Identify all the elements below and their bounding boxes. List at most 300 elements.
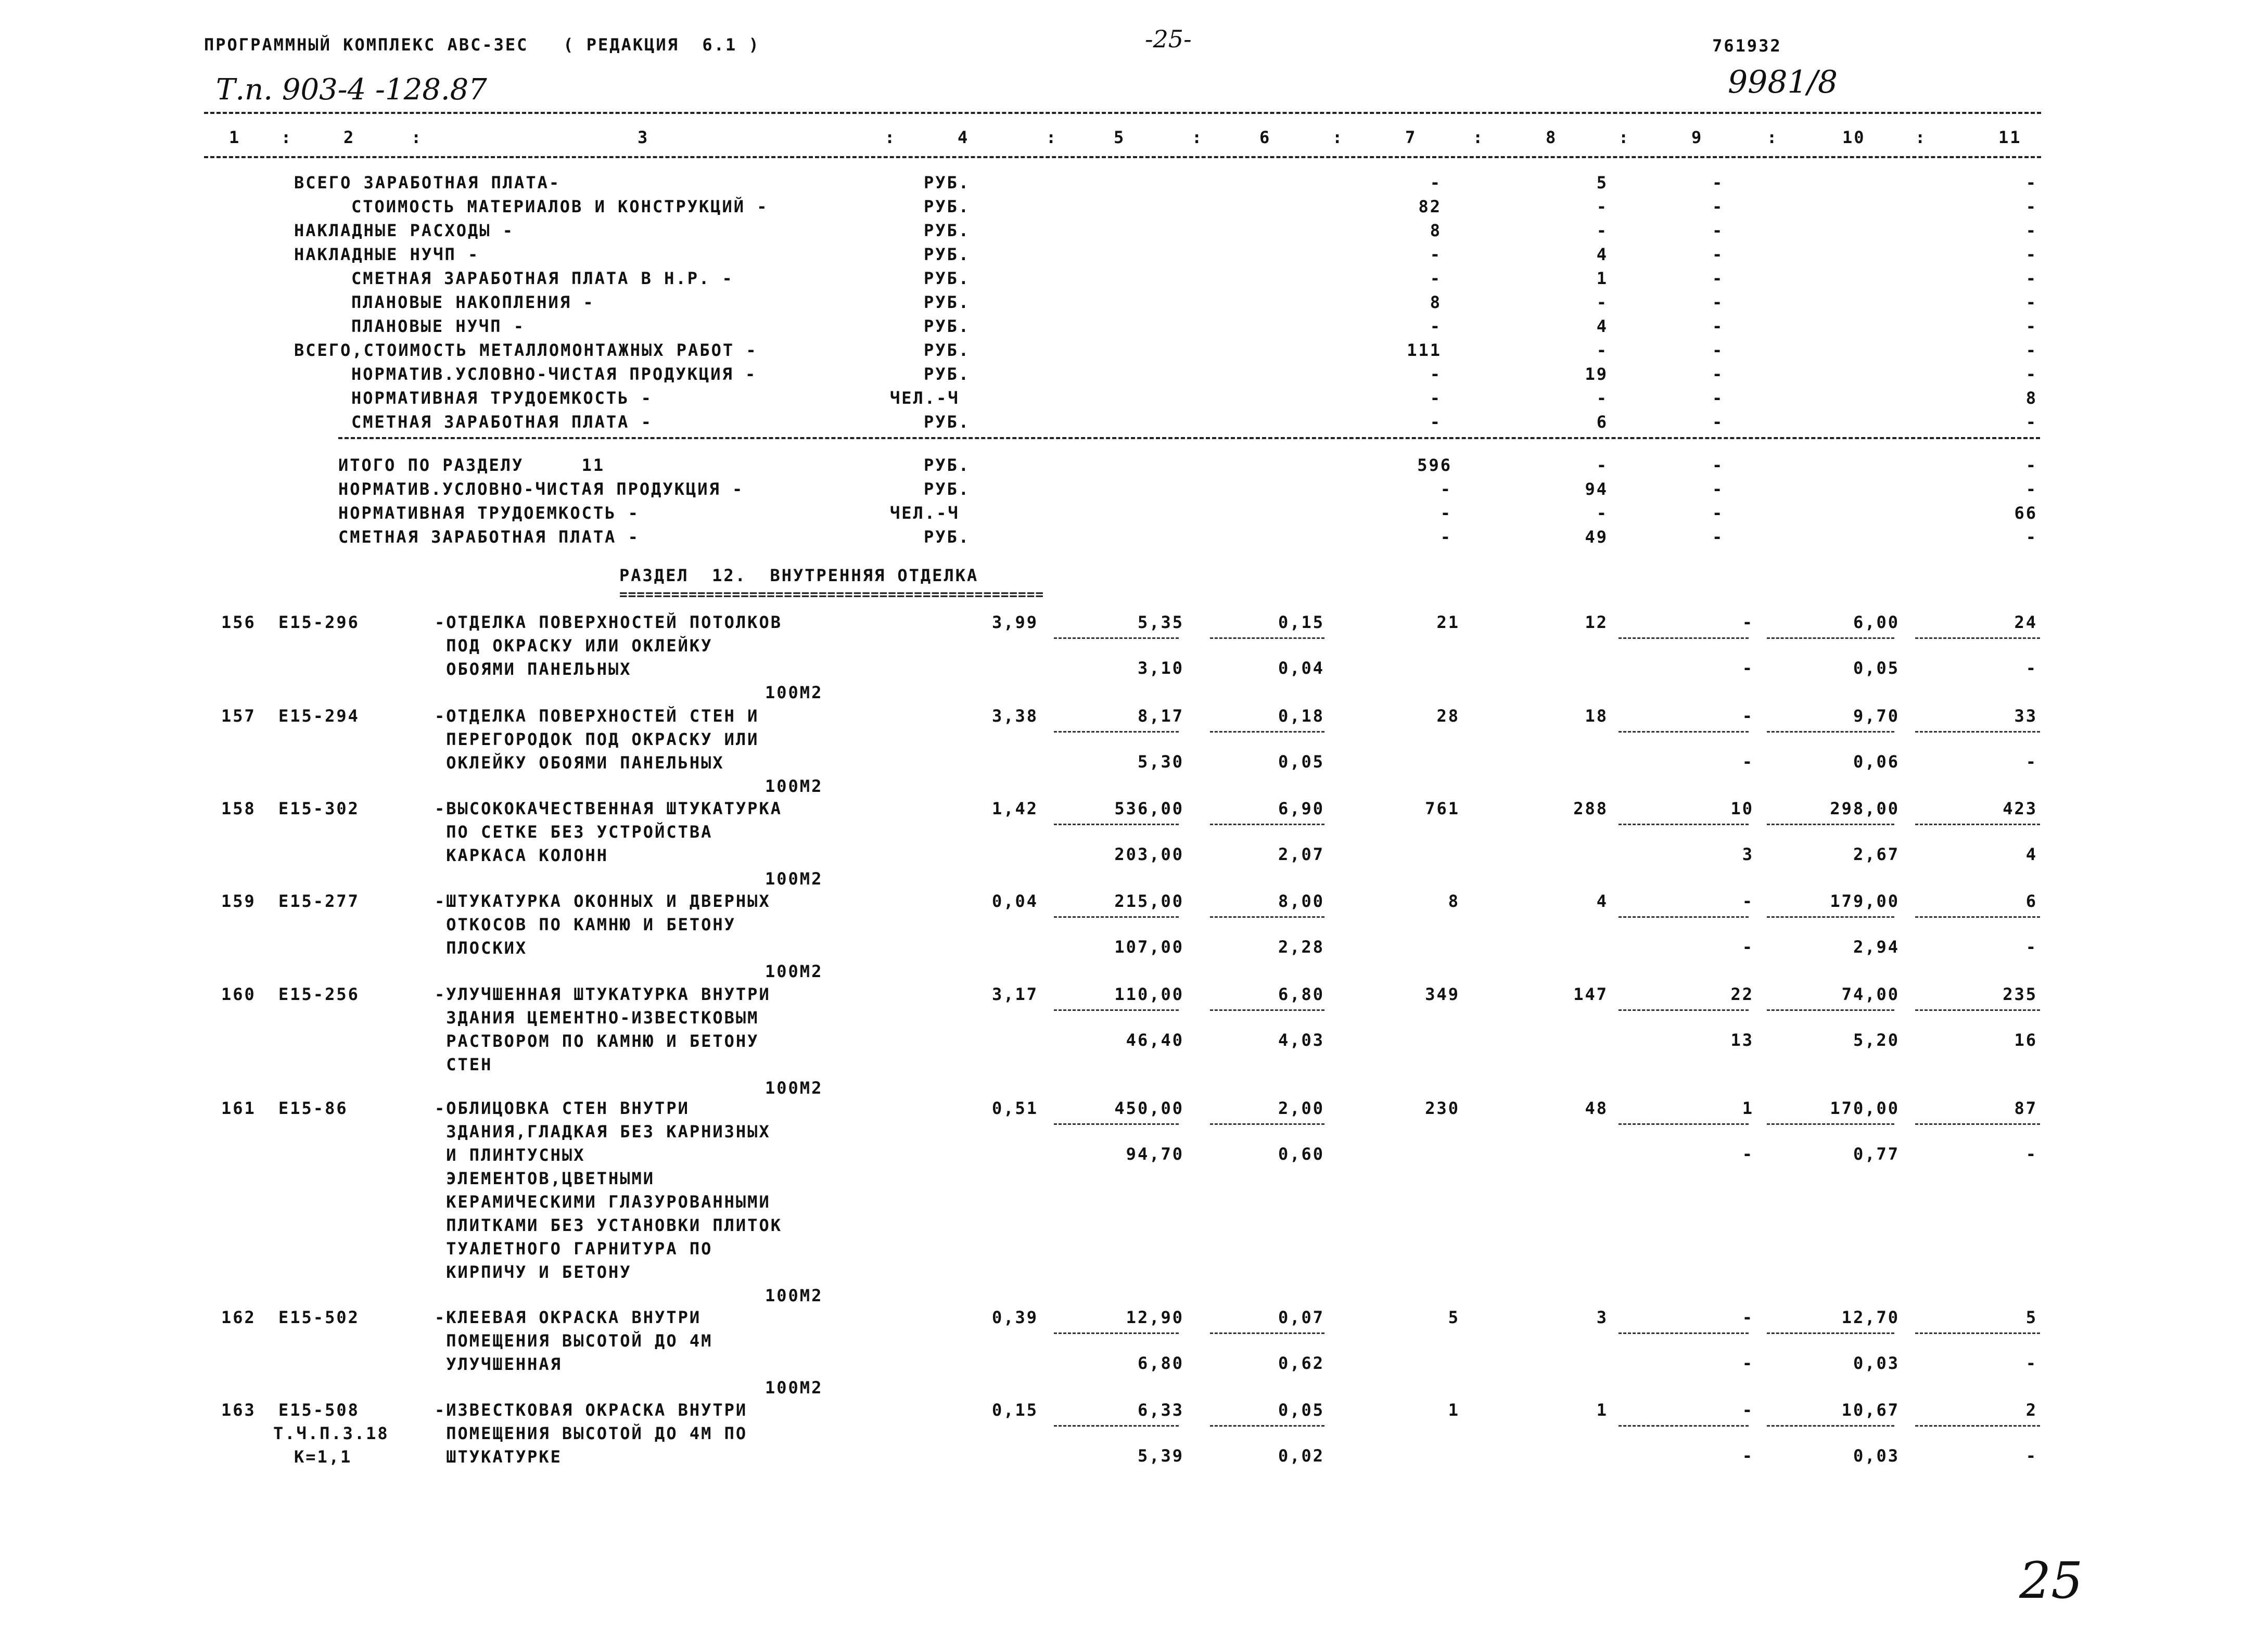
summary-label: СМЕТНАЯ ЗАРАБОТНАЯ ПЛАТА В Н.Р. - bbox=[351, 268, 734, 288]
summary-col9: - bbox=[1712, 197, 1724, 216]
sub-rule-col6 bbox=[1210, 1332, 1324, 1334]
item-total-wages: 147 bbox=[1573, 984, 1608, 1004]
item-col11: 423 bbox=[2003, 799, 2037, 818]
summary-col8: 4 bbox=[1596, 245, 1608, 264]
item-col9-lower: - bbox=[1742, 658, 1754, 678]
summary-col9: - bbox=[1712, 221, 1724, 240]
item-total-wages: 12 bbox=[1585, 612, 1608, 632]
item-quantity: 3,99 bbox=[991, 612, 1038, 632]
summary-col11: - bbox=[2025, 268, 2037, 288]
sub-rule-col5 bbox=[1054, 1009, 1179, 1011]
item-col10: 74,00 bbox=[1841, 984, 1900, 1004]
summary-col11: - bbox=[2025, 221, 2037, 240]
item-col9: 10 bbox=[1730, 799, 1754, 818]
summary-unit: ЧЕЛ.-Ч bbox=[890, 388, 960, 408]
total-col9: - bbox=[1712, 503, 1724, 523]
item-description: ПЛИТКАМИ БЕЗ УСТАНОВКИ ПЛИТОК bbox=[435, 1215, 782, 1235]
column-separator: : bbox=[1332, 127, 1344, 147]
item-number: 157 bbox=[221, 706, 256, 726]
item-unit-wages: 6,80 bbox=[1278, 984, 1324, 1004]
summary-col8: - bbox=[1596, 340, 1608, 360]
item-unit-cost: 536,00 bbox=[1114, 799, 1184, 818]
total-col7: - bbox=[1440, 527, 1452, 547]
item-unit-machine-wages: 0,02 bbox=[1278, 1446, 1324, 1466]
summary-label: ВСЕГО ЗАРАБОТНАЯ ПЛАТА- bbox=[294, 173, 561, 193]
summary-col11: - bbox=[2025, 245, 2037, 264]
item-total-cost: 5 bbox=[1448, 1307, 1460, 1327]
sub-rule-col10 bbox=[1767, 916, 1894, 918]
summary-label: НАКЛАДНЫЕ НУЧП - bbox=[294, 245, 480, 264]
summary-col9: - bbox=[1712, 268, 1724, 288]
item-number: 161 bbox=[221, 1098, 256, 1118]
summary-unit: РУБ. bbox=[924, 316, 971, 336]
summary-unit: РУБ. bbox=[924, 364, 971, 384]
item-unit-machine: 203,00 bbox=[1114, 844, 1184, 864]
sub-rule-col10 bbox=[1767, 1123, 1894, 1125]
item-quantity: 0,51 bbox=[991, 1098, 1038, 1118]
item-description: ПО СЕТКЕ БЕЗ УСТРОЙСТВА bbox=[435, 822, 713, 842]
item-total-wages: 4 bbox=[1596, 891, 1608, 911]
summary-label: ВСЕГО,СТОИМОСТЬ МЕТАЛЛОМОНТАЖНЫХ РАБОТ - bbox=[294, 340, 758, 360]
item-col11-lower: 4 bbox=[2025, 844, 2037, 864]
item-quantity: 1,42 bbox=[991, 799, 1038, 818]
total-col7: 596 bbox=[1417, 455, 1452, 475]
sub-rule-col11 bbox=[1915, 1425, 2040, 1427]
summary-col8: - bbox=[1596, 221, 1608, 240]
total-col8: - bbox=[1596, 455, 1608, 475]
summary-col7: - bbox=[1430, 268, 1442, 288]
item-unit: 100М2 bbox=[765, 1078, 823, 1098]
item-quantity: 3,38 bbox=[991, 706, 1038, 726]
item-col11: 5 bbox=[2025, 1307, 2037, 1327]
item-col11-lower: - bbox=[2025, 1144, 2037, 1164]
item-col9: 1 bbox=[1742, 1098, 1754, 1118]
sub-rule-col6 bbox=[1210, 731, 1324, 733]
summary-col7: - bbox=[1430, 173, 1442, 193]
item-description: ЭЛЕМЕНТОВ,ЦВЕТНЫМИ bbox=[435, 1169, 655, 1188]
item-col10-lower: 2,67 bbox=[1853, 844, 1900, 864]
column-separator: : bbox=[281, 127, 293, 147]
item-unit-wages: 0,15 bbox=[1278, 612, 1324, 632]
handwritten-page-mark: 25 bbox=[2019, 1552, 2083, 1610]
item-total-wages: 18 bbox=[1585, 706, 1608, 726]
item-unit-cost: 450,00 bbox=[1114, 1098, 1184, 1118]
item-col11: 33 bbox=[2014, 706, 2037, 726]
item-unit-machine: 5,39 bbox=[1137, 1446, 1184, 1466]
item-unit-machine-wages: 2,07 bbox=[1278, 844, 1324, 864]
item-description: КЕРАМИЧЕСКИМИ ГЛАЗУРОВАННЫМИ bbox=[435, 1192, 771, 1212]
item-code-note: Т.Ч.П.3.18 bbox=[273, 1424, 389, 1443]
summary-col11: - bbox=[2025, 173, 2037, 193]
summary-label: НОРМАТИВ.УСЛОВНО-ЧИСТАЯ ПРОДУКЦИЯ - bbox=[351, 364, 757, 384]
column-separator: : bbox=[1192, 127, 1204, 147]
item-col11-lower: - bbox=[2025, 1353, 2037, 1373]
item-unit-cost: 12,90 bbox=[1126, 1307, 1184, 1327]
item-col9-lower: - bbox=[1742, 1353, 1754, 1373]
item-col10-lower: 5,20 bbox=[1853, 1030, 1900, 1050]
item-unit: 100М2 bbox=[765, 869, 823, 889]
summary-col7: 111 bbox=[1407, 340, 1442, 360]
item-total-cost: 21 bbox=[1436, 612, 1460, 632]
item-total-wages: 1 bbox=[1596, 1400, 1608, 1420]
item-unit-cost: 215,00 bbox=[1114, 891, 1184, 911]
sub-rule-col6 bbox=[1210, 1009, 1324, 1011]
summary-unit: РУБ. bbox=[924, 197, 971, 216]
item-description: ПОД ОКРАСКУ ИЛИ ОКЛЕЙКУ bbox=[435, 636, 713, 656]
item-unit-cost: 6,33 bbox=[1137, 1400, 1184, 1420]
item-code: Е15-256 bbox=[278, 984, 360, 1004]
summary-col9: - bbox=[1712, 316, 1724, 336]
sub-rule-col5 bbox=[1054, 916, 1179, 918]
summary-col7: - bbox=[1430, 316, 1442, 336]
total-col11: - bbox=[2025, 527, 2037, 547]
summary-unit: РУБ. bbox=[924, 245, 971, 264]
summary-col11: - bbox=[2025, 340, 2037, 360]
item-col11-lower: - bbox=[2025, 658, 2037, 678]
item-col9: - bbox=[1742, 1400, 1754, 1420]
sub-rule-col9 bbox=[1619, 1123, 1749, 1125]
project-ref: Т.п. 903-4 -128.87 bbox=[216, 73, 487, 107]
sub-rule-col5 bbox=[1054, 1332, 1179, 1334]
item-code: Е15-86 bbox=[278, 1098, 348, 1118]
item-col9: - bbox=[1742, 706, 1754, 726]
sub-rule-col6 bbox=[1210, 1123, 1324, 1125]
total-col8: 94 bbox=[1585, 479, 1608, 499]
sub-rule-col10 bbox=[1767, 731, 1894, 733]
item-col9-lower: 3 bbox=[1742, 844, 1754, 864]
item-total-cost: 761 bbox=[1425, 799, 1460, 818]
total-col9: - bbox=[1712, 527, 1724, 547]
summary-label: НОРМАТИВНАЯ ТРУДОЕМКОСТЬ - bbox=[351, 388, 653, 408]
item-description: ПОМЕЩЕНИЯ ВЫСОТОЙ ДО 4М bbox=[435, 1331, 713, 1351]
column-header-6: 6 bbox=[1259, 127, 1271, 147]
item-description: ЗДАНИЯ ЦЕМЕНТНО-ИЗВЕСТКОВЫМ bbox=[435, 1008, 759, 1028]
item-unit: 100М2 bbox=[765, 1286, 823, 1305]
sub-rule-col6 bbox=[1210, 824, 1324, 825]
item-unit-wages: 6,90 bbox=[1278, 799, 1324, 818]
column-header-4: 4 bbox=[958, 127, 970, 147]
item-col9: - bbox=[1742, 891, 1754, 911]
item-quantity: 0,39 bbox=[991, 1307, 1038, 1327]
sub-rule-col11 bbox=[1915, 731, 2040, 733]
sub-rule-col9 bbox=[1619, 824, 1749, 825]
item-unit-machine: 94,70 bbox=[1126, 1144, 1184, 1164]
sub-rule-col6 bbox=[1210, 637, 1324, 639]
page-number: -25- bbox=[1145, 25, 1192, 53]
total-col8: 49 bbox=[1585, 527, 1608, 547]
column-header-8: 8 bbox=[1546, 127, 1558, 147]
summary-col9: - bbox=[1712, 388, 1724, 408]
item-col10: 12,70 bbox=[1841, 1307, 1900, 1327]
column-header-7: 7 bbox=[1405, 127, 1417, 147]
item-total-cost: 1 bbox=[1448, 1400, 1460, 1420]
sub-rule-col9 bbox=[1619, 1009, 1749, 1011]
item-total-cost: 8 bbox=[1448, 891, 1460, 911]
summary-col8: 4 bbox=[1596, 316, 1608, 336]
total-col8: - bbox=[1596, 503, 1608, 523]
summary-col11: - bbox=[2025, 197, 2037, 216]
item-col10: 9,70 bbox=[1853, 706, 1900, 726]
sub-rule-col11 bbox=[1915, 1009, 2040, 1011]
item-unit-cost: 8,17 bbox=[1137, 706, 1184, 726]
item-total-cost: 230 bbox=[1425, 1098, 1460, 1118]
item-col11: 235 bbox=[2003, 984, 2037, 1004]
summary-col8: - bbox=[1596, 197, 1608, 216]
item-code-note: К=1,1 bbox=[294, 1447, 352, 1467]
column-header-10: 10 bbox=[1842, 127, 1866, 147]
summary-col9: - bbox=[1712, 245, 1724, 264]
inventory-number: 9981/8 bbox=[1728, 64, 1838, 100]
item-col11: 6 bbox=[2025, 891, 2037, 911]
item-code: Е15-302 bbox=[278, 799, 360, 818]
sub-rule-col11 bbox=[1915, 1123, 2040, 1125]
summary-divider bbox=[338, 437, 2040, 439]
summary-col7: - bbox=[1430, 412, 1442, 432]
sub-rule-col10 bbox=[1767, 637, 1894, 639]
summary-col7: 8 bbox=[1430, 292, 1442, 312]
column-separator: : bbox=[1046, 127, 1058, 147]
header-rule-bottom bbox=[204, 156, 2041, 158]
item-unit: 100М2 bbox=[765, 961, 823, 981]
item-code: Е15-277 bbox=[278, 891, 360, 911]
column-separator: : bbox=[1473, 127, 1485, 147]
item-col11: 87 bbox=[2014, 1098, 2037, 1118]
summary-col9: - bbox=[1712, 173, 1724, 193]
item-description: -ОТДЕЛКА ПОВЕРХНОСТЕЙ СТЕН И bbox=[435, 706, 759, 726]
item-col11: 24 bbox=[2014, 612, 2037, 632]
column-separator: : bbox=[1767, 127, 1779, 147]
item-total-cost: 349 bbox=[1425, 984, 1460, 1004]
item-col10-lower: 0,03 bbox=[1853, 1446, 1900, 1466]
sub-rule-col9 bbox=[1619, 1425, 1749, 1427]
sub-rule-col9 bbox=[1619, 1332, 1749, 1334]
item-unit-wages: 2,00 bbox=[1278, 1098, 1324, 1118]
item-code: Е15-294 bbox=[278, 706, 360, 726]
sub-rule-col6 bbox=[1210, 1425, 1324, 1427]
item-col11: 2 bbox=[2025, 1400, 2037, 1420]
item-col10: 10,67 bbox=[1841, 1400, 1900, 1420]
item-number: 159 bbox=[221, 891, 256, 911]
item-description: СТЕН bbox=[435, 1055, 493, 1074]
summary-col8: 1 bbox=[1596, 268, 1608, 288]
item-number: 162 bbox=[221, 1307, 256, 1327]
item-col9: 22 bbox=[1730, 984, 1754, 1004]
column-separator: : bbox=[411, 127, 423, 147]
item-unit-machine-wages: 2,28 bbox=[1278, 937, 1324, 957]
item-description: ШТУКАТУРКЕ bbox=[435, 1447, 562, 1467]
item-unit-cost: 110,00 bbox=[1114, 984, 1184, 1004]
item-description: -ИЗВЕСТКОВАЯ ОКРАСКА ВНУТРИ bbox=[435, 1400, 748, 1420]
item-number: 158 bbox=[221, 799, 256, 818]
summary-label: НАКЛАДНЫЕ РАСХОДЫ - bbox=[294, 221, 515, 240]
summary-col8: 19 bbox=[1585, 364, 1608, 384]
item-unit-machine: 107,00 bbox=[1114, 937, 1184, 957]
total-col9: - bbox=[1712, 479, 1724, 499]
summary-col7: - bbox=[1430, 364, 1442, 384]
summary-col11: - bbox=[2025, 412, 2037, 432]
doc-code: 761932 bbox=[1712, 36, 1782, 56]
summary-col8: 6 bbox=[1596, 412, 1608, 432]
total-label: НОРМАТИВНАЯ ТРУДОЕМКОСТЬ - bbox=[338, 503, 640, 523]
total-col7: - bbox=[1440, 479, 1452, 499]
summary-col7: - bbox=[1430, 388, 1442, 408]
sub-rule-col6 bbox=[1210, 916, 1324, 918]
item-description: И ПЛИНТУСНЫХ bbox=[435, 1145, 585, 1165]
item-quantity: 3,17 bbox=[991, 984, 1038, 1004]
sub-rule-col9 bbox=[1619, 637, 1749, 639]
item-unit-wages: 0,05 bbox=[1278, 1400, 1324, 1420]
total-label: НОРМАТИВ.УСЛОВНО-ЧИСТАЯ ПРОДУКЦИЯ - bbox=[338, 479, 744, 499]
item-unit-machine-wages: 0,04 bbox=[1278, 658, 1324, 678]
item-description: ТУАЛЕТНОГО ГАРНИТУРА ПО bbox=[435, 1239, 713, 1259]
sub-rule-col5 bbox=[1054, 824, 1179, 825]
item-unit-wages: 8,00 bbox=[1278, 891, 1324, 911]
item-unit-machine: 5,30 bbox=[1137, 752, 1184, 772]
item-total-wages: 288 bbox=[1573, 799, 1608, 818]
summary-label: СТОИМОСТЬ МАТЕРИАЛОВ И КОНСТРУКЦИЙ - bbox=[351, 197, 769, 216]
item-number: 156 bbox=[221, 612, 256, 632]
item-description: УЛУЧШЕННАЯ bbox=[435, 1354, 562, 1374]
summary-label: ПЛАНОВЫЕ НАКОПЛЕНИЯ - bbox=[351, 292, 595, 312]
item-col11-lower: 16 bbox=[2014, 1030, 2037, 1050]
item-col9-lower: - bbox=[1742, 1144, 1754, 1164]
item-unit: 100М2 bbox=[765, 683, 823, 702]
summary-unit: РУБ. bbox=[924, 412, 971, 432]
item-quantity: 0,15 bbox=[991, 1400, 1038, 1420]
item-col10-lower: 0,03 bbox=[1853, 1353, 1900, 1373]
sub-rule-col9 bbox=[1619, 916, 1749, 918]
item-col10: 179,00 bbox=[1830, 891, 1900, 911]
item-col11-lower: - bbox=[2025, 937, 2037, 957]
sub-rule-col11 bbox=[1915, 824, 2040, 825]
item-description: -ШТУКАТУРКА ОКОННЫХ И ДВЕРНЫХ bbox=[435, 891, 771, 911]
summary-unit: РУБ. bbox=[924, 292, 971, 312]
total-unit: РУБ. bbox=[924, 455, 971, 475]
item-total-wages: 3 bbox=[1596, 1307, 1608, 1327]
item-total-wages: 48 bbox=[1585, 1098, 1608, 1118]
column-header-9: 9 bbox=[1691, 127, 1703, 147]
item-col10: 298,00 bbox=[1830, 799, 1900, 818]
program-header: ПРОГРАММНЫЙ КОМПЛЕКС АВС-3ЕС ( РЕДАКЦИЯ 6.1 ) bbox=[204, 35, 760, 55]
total-col9: - bbox=[1712, 455, 1724, 475]
item-description: -ОБЛИЦОВКА СТЕН ВНУТРИ bbox=[435, 1098, 690, 1118]
item-col10-lower: 0,06 bbox=[1853, 752, 1900, 772]
item-total-cost: 28 bbox=[1436, 706, 1460, 726]
sub-rule-col9 bbox=[1619, 731, 1749, 733]
summary-col11: 8 bbox=[2025, 388, 2037, 408]
total-col7: - bbox=[1440, 503, 1452, 523]
column-header-1: 1 bbox=[229, 127, 241, 147]
item-col10-lower: 2,94 bbox=[1853, 937, 1900, 957]
sub-rule-col5 bbox=[1054, 1123, 1179, 1125]
total-unit: ЧЕЛ.-Ч bbox=[890, 503, 960, 523]
item-unit-cost: 5,35 bbox=[1137, 612, 1184, 632]
item-col10: 6,00 bbox=[1853, 612, 1900, 632]
column-separator: : bbox=[885, 127, 897, 147]
item-unit-machine-wages: 0,62 bbox=[1278, 1353, 1324, 1373]
sub-rule-col11 bbox=[1915, 916, 2040, 918]
summary-unit: РУБ. bbox=[924, 173, 971, 193]
summary-col9: - bbox=[1712, 412, 1724, 432]
section-underline: ================================================= bbox=[619, 587, 1044, 602]
total-col11: 66 bbox=[2014, 503, 2037, 523]
summary-col7: - bbox=[1430, 245, 1442, 264]
item-description: ОБОЯМИ ПАНЕЛЬНЫХ bbox=[435, 659, 632, 679]
column-header-3: 3 bbox=[638, 127, 649, 147]
item-description: КИРПИЧУ И БЕТОНУ bbox=[435, 1262, 632, 1282]
sub-rule-col10 bbox=[1767, 1332, 1894, 1334]
item-col10: 170,00 bbox=[1830, 1098, 1900, 1118]
summary-col8: - bbox=[1596, 388, 1608, 408]
total-label: ИТОГО ПО РАЗДЕЛУ 11 bbox=[338, 455, 605, 475]
item-unit-machine-wages: 0,05 bbox=[1278, 752, 1324, 772]
item-description: ОТКОСОВ ПО КАМНЮ И БЕТОНУ bbox=[435, 915, 736, 934]
summary-col8: - bbox=[1596, 292, 1608, 312]
item-unit-wages: 0,07 bbox=[1278, 1307, 1324, 1327]
sub-rule-col10 bbox=[1767, 1425, 1894, 1427]
summary-unit: РУБ. bbox=[924, 221, 971, 240]
item-description: -ВЫСОКОКАЧЕСТВЕННАЯ ШТУКАТУРКА bbox=[435, 799, 782, 818]
item-col11-lower: - bbox=[2025, 752, 2037, 772]
item-col9: - bbox=[1742, 1307, 1754, 1327]
column-separator: : bbox=[1915, 127, 1927, 147]
item-description: ПОМЕЩЕНИЯ ВЫСОТОЙ ДО 4М ПО bbox=[435, 1424, 748, 1443]
summary-col8: 5 bbox=[1596, 173, 1608, 193]
item-code: Е15-296 bbox=[278, 612, 360, 632]
item-description: КАРКАСА КОЛОНН bbox=[435, 845, 608, 865]
item-col9-lower: - bbox=[1742, 937, 1754, 957]
section-title: РАЗДЕЛ 12. ВНУТРЕННЯЯ ОТДЕЛКА bbox=[619, 566, 979, 585]
summary-unit: РУБ. bbox=[924, 268, 971, 288]
column-header-11: 11 bbox=[1998, 127, 2022, 147]
item-col11-lower: - bbox=[2025, 1446, 2037, 1466]
item-number: 163 bbox=[221, 1400, 256, 1420]
item-unit: 100М2 bbox=[765, 776, 823, 796]
total-unit: РУБ. bbox=[924, 527, 971, 547]
total-unit: РУБ. bbox=[924, 479, 971, 499]
total-col11: - bbox=[2025, 479, 2037, 499]
sub-rule-col5 bbox=[1054, 731, 1179, 733]
summary-label: СМЕТНАЯ ЗАРАБОТНАЯ ПЛАТА - bbox=[351, 412, 653, 432]
total-label: СМЕТНАЯ ЗАРАБОТНАЯ ПЛАТА - bbox=[338, 527, 640, 547]
summary-col11: - bbox=[2025, 364, 2037, 384]
summary-col7: 8 bbox=[1430, 221, 1442, 240]
item-col9-lower: 13 bbox=[1730, 1030, 1754, 1050]
summary-col7: 82 bbox=[1418, 197, 1442, 216]
item-description: -ОТДЕЛКА ПОВЕРХНОСТЕЙ ПОТОЛКОВ bbox=[435, 612, 782, 632]
item-description: РАСТВОРОМ ПО КАМНЮ И БЕТОНУ bbox=[435, 1031, 759, 1051]
item-unit-machine: 3,10 bbox=[1137, 658, 1184, 678]
summary-col11: - bbox=[2025, 292, 2037, 312]
sub-rule-col11 bbox=[1915, 1332, 2040, 1334]
item-col10-lower: 0,77 bbox=[1853, 1144, 1900, 1164]
total-col11: - bbox=[2025, 455, 2037, 475]
item-description: -КЛЕЕВАЯ ОКРАСКА ВНУТРИ bbox=[435, 1307, 702, 1327]
item-description: -УЛУЧШЕННАЯ ШТУКАТУРКА ВНУТРИ bbox=[435, 984, 771, 1004]
summary-col9: - bbox=[1712, 340, 1724, 360]
item-col9: - bbox=[1742, 612, 1754, 632]
column-header-5: 5 bbox=[1114, 127, 1126, 147]
item-unit-wages: 0,18 bbox=[1278, 706, 1324, 726]
item-unit-machine: 46,40 bbox=[1126, 1030, 1184, 1050]
sub-rule-col10 bbox=[1767, 824, 1894, 825]
item-quantity: 0,04 bbox=[991, 891, 1038, 911]
item-unit-machine: 6,80 bbox=[1137, 1353, 1184, 1373]
header-rule-top bbox=[204, 112, 2041, 114]
summary-col9: - bbox=[1712, 364, 1724, 384]
sub-rule-col11 bbox=[1915, 637, 2040, 639]
item-description: ПЛОСКИХ bbox=[435, 938, 528, 958]
